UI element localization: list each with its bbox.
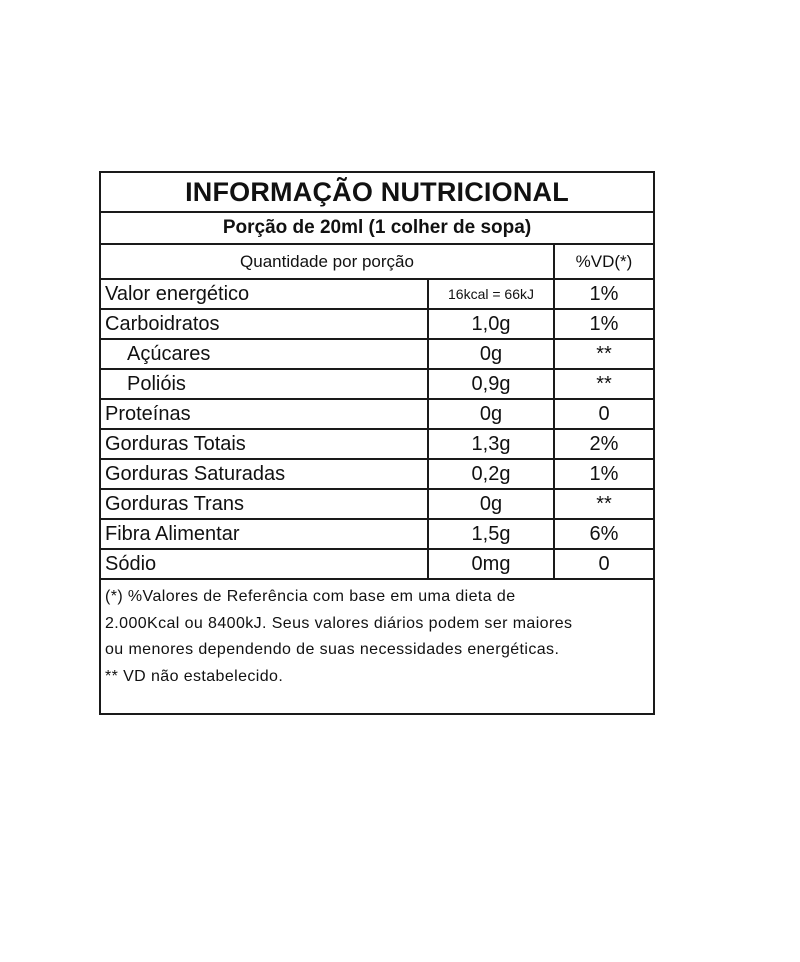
- row-vd: 2%: [554, 429, 653, 459]
- row-vd: 1%: [554, 459, 653, 489]
- nutrition-table: [101, 245, 653, 580]
- label-title: INFORMAÇÃO NUTRICIONAL: [101, 173, 653, 213]
- table-row: [101, 369, 653, 399]
- row-amount: 1,0g: [428, 309, 554, 339]
- header-quantity: Quantidade por porção: [101, 245, 554, 279]
- row-vd: **: [554, 369, 653, 399]
- row-name: Gorduras Totais: [101, 429, 428, 459]
- row-amount: 16kcal = 66kJ: [428, 279, 554, 309]
- row-vd: **: [554, 339, 653, 369]
- row-name: Sódio: [101, 549, 428, 579]
- row-vd: **: [554, 489, 653, 519]
- row-name: Açúcares: [101, 339, 428, 369]
- row-vd: 0: [554, 399, 653, 429]
- row-name: Polióis: [101, 369, 428, 399]
- row-amount: 0,2g: [428, 459, 554, 489]
- row-amount: 0g: [428, 489, 554, 519]
- row-vd: 1%: [554, 309, 653, 339]
- footnote-line: ou menores dependendo de suas necessidades energéticas.: [105, 641, 560, 658]
- table-row: [101, 549, 653, 579]
- footnote-line: ** VD não estabelecido.: [105, 667, 284, 685]
- row-amount: 0,9g: [428, 369, 554, 399]
- row-name: Gorduras Saturadas: [101, 459, 428, 489]
- table-row: [101, 279, 653, 309]
- row-amount: 0g: [428, 339, 554, 369]
- nutrition-facts-label: [99, 171, 655, 715]
- row-name: Gorduras Trans: [101, 489, 428, 519]
- row-name: Proteínas: [101, 399, 428, 429]
- table-row: [101, 489, 653, 519]
- row-amount: 1,5g: [428, 519, 554, 549]
- table-row: [101, 429, 653, 459]
- row-amount: 0g: [428, 399, 554, 429]
- row-name: Carboidratos: [101, 309, 428, 339]
- table-row: [101, 339, 653, 369]
- table-row: [101, 459, 653, 489]
- footnote-line: 2.000Kcal ou 8400kJ. Seus valores diários podem ser maiores: [105, 614, 573, 632]
- header-vd: %VD(*): [554, 245, 653, 279]
- footnote: [101, 580, 653, 690]
- row-name: Fibra Alimentar: [101, 519, 428, 549]
- portion-size: Porção de 20ml (1 colher de sopa): [101, 213, 653, 245]
- table-row: [101, 309, 653, 339]
- table-header-row: [101, 245, 653, 279]
- row-amount: 1,3g: [428, 429, 554, 459]
- row-vd: 1%: [554, 279, 653, 309]
- row-vd: 0: [554, 549, 653, 579]
- row-amount: 0mg: [428, 549, 554, 579]
- row-name: Valor energético: [101, 279, 428, 309]
- footnote-line: (*) %Valores de Referência com base em uma dieta de: [105, 588, 516, 605]
- table-row: [101, 399, 653, 429]
- table-row: [101, 519, 653, 549]
- row-vd: 6%: [554, 519, 653, 549]
